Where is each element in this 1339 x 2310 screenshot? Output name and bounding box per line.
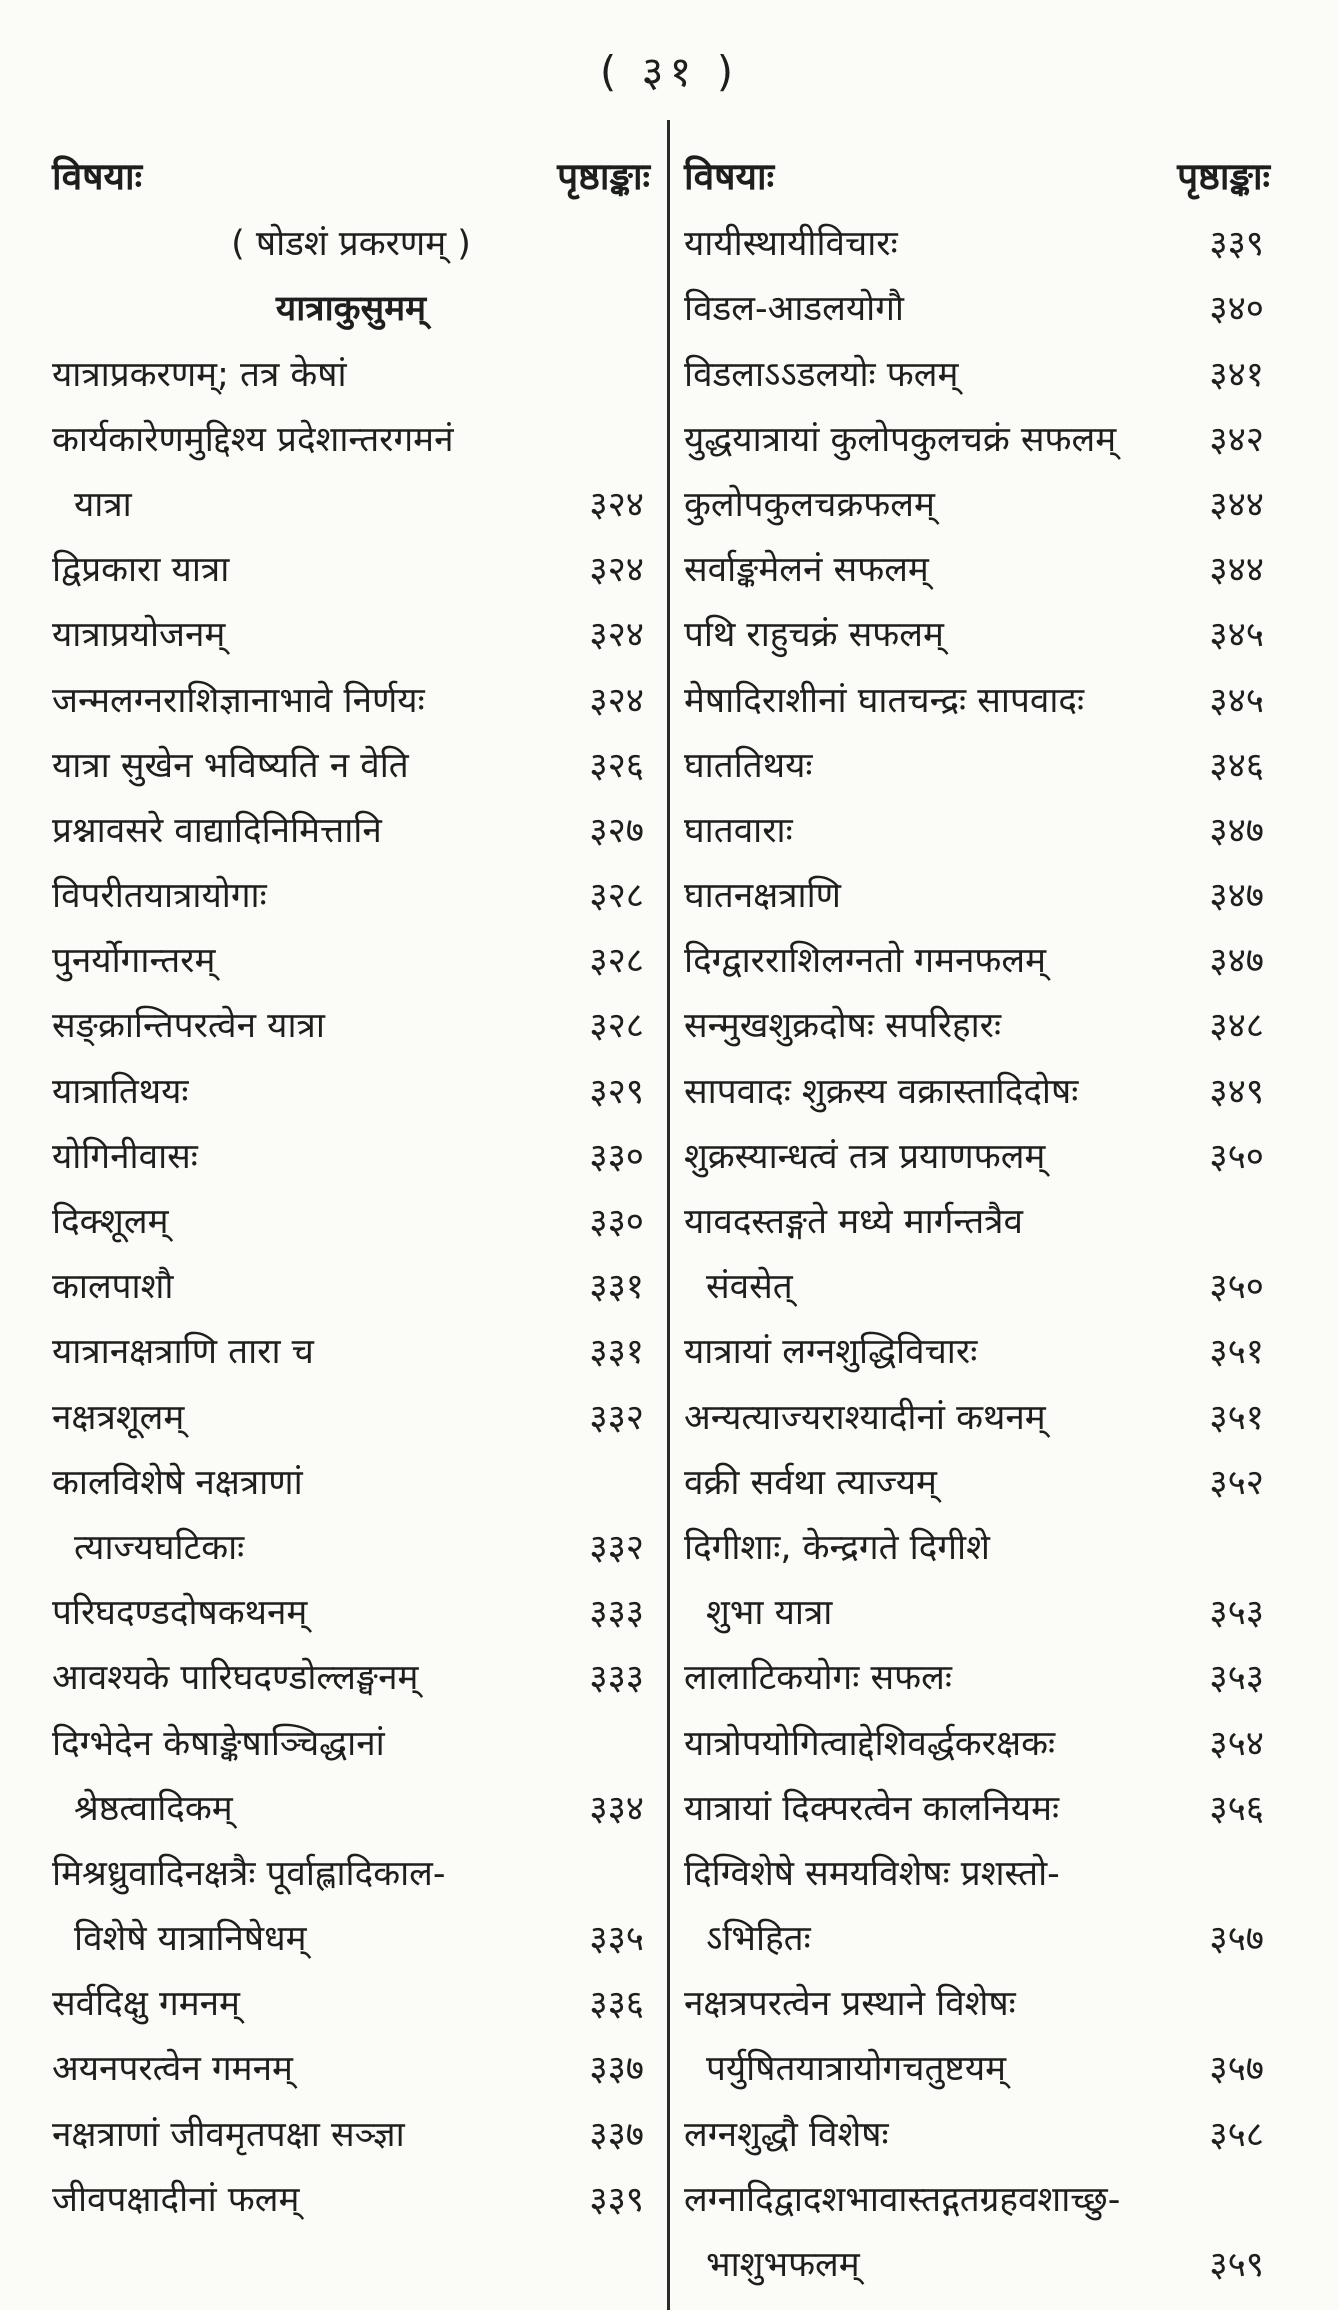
entry-title: पर्युषितयात्रायोगचतुष्टयम् [706, 2049, 1007, 2090]
toc-entry [684, 1373, 1270, 1438]
toc-entry [52, 1830, 650, 1895]
entry-title: कुलोपकुलचक्रफलम् [684, 484, 935, 525]
entry-title: यावदस्तङ्गते मध्ये मार्गन्तत्रैव [684, 1202, 1023, 1242]
toc-entry [684, 1504, 1270, 1569]
entry-title: घाततिथयः [684, 745, 813, 786]
entry-title: यात्रोपयोगित्वाद्देशिवर्द्धकरक्षकः [684, 1723, 1056, 1764]
entry-title: सङ्क्रान्तिपरत्वेन यात्रा [52, 1006, 325, 1047]
toc-entry [684, 917, 1270, 982]
subject-heading: विषयाः [684, 155, 775, 198]
entry-page-number: ३५४ [1209, 1723, 1264, 1764]
entry-page-number: ३५० [1209, 1136, 1264, 1177]
toc-entry [684, 265, 1270, 330]
entry-title: योगिनीवासः [52, 1136, 198, 1177]
entry-title: त्याज्यघटिकाः [74, 1527, 245, 1568]
entry-title: भाशुभफलम् [706, 2245, 860, 2285]
entry-title: ऽभिहितः [706, 1919, 811, 1960]
toc-entry [52, 1895, 650, 1960]
entry-page-number: ३५२ [1209, 1462, 1264, 1503]
entry-title: विशेषे यात्रानिषेधम् [74, 1919, 307, 1960]
entry-title: जीवपक्षादीनां फलम् [52, 2179, 300, 2220]
toc-entry [52, 526, 650, 591]
entry-page-number: ३४१ [1209, 354, 1264, 395]
entry-title: लालाटिकयोगः सफलः [684, 1658, 952, 1699]
entry-page-number: ३५१ [1209, 1332, 1264, 1373]
toc-entry [52, 1960, 650, 2025]
entry-page-number: ३२४ [589, 615, 644, 656]
entry-title: दिगीशाः, केन्द्रगते दिगीशे [684, 1527, 990, 1568]
toc-entry [684, 787, 1270, 852]
entry-title: यात्राकुसुमम् [275, 289, 427, 330]
toc-entry [52, 722, 650, 787]
entry-page-number: ३४६ [1209, 745, 1264, 786]
entry-page-number: ३३१ [589, 1332, 644, 1373]
entry-page-number: ३३५ [589, 1919, 644, 1960]
entry-page-number: ३५३ [1209, 1593, 1264, 1634]
entry-page-number: ३४९ [1209, 1071, 1264, 1112]
left-column-header [52, 128, 650, 200]
page-heading: पृष्ठाङ्काः [557, 155, 650, 198]
toc-entry [52, 1699, 650, 1764]
page-heading: पृष्ठाङ्काः [1177, 155, 1270, 198]
entry-page-number: ३३० [589, 1202, 644, 1242]
entry-title: सर्वदिक्षु गमनम् [52, 1984, 240, 2025]
toc-entry [684, 2221, 1270, 2286]
toc-entry [52, 2090, 650, 2155]
entry-title: नक्षत्रशूलम् [52, 1397, 185, 1438]
toc-entry [52, 200, 650, 265]
entry-page-number: ३५३ [1209, 1658, 1264, 1699]
entry-title: आवश्यके पारिघदण्डोल्लङ्घनम् [52, 1658, 419, 1699]
entry-page-number: ३५७ [1209, 2049, 1264, 2090]
entry-page-number: ३२८ [589, 1006, 644, 1047]
entry-page-number: ३५९ [1209, 2245, 1264, 2285]
entry-title: लग्नशुद्धौ विशेषः [684, 2114, 889, 2155]
toc-entry [52, 461, 650, 526]
toc-entry [684, 1308, 1270, 1373]
right-entries [684, 200, 1270, 2286]
entry-title: शुक्रस्यान्धत्वं तत्र प्रयाणफलम् [684, 1136, 1046, 1177]
toc-entry [52, 396, 650, 461]
entry-title: सापवादः शुक्रस्य वक्रास्तादिदोषः [684, 1071, 1079, 1112]
entry-page-number: ३५१ [1209, 1397, 1264, 1438]
entry-page-number: ३३२ [589, 1527, 644, 1568]
entry-title: यात्रातिथयः [52, 1071, 189, 1112]
entry-title: परिघदण्डदोषकथनम् [52, 1593, 308, 1634]
entry-page-number: ३४८ [1209, 1006, 1264, 1047]
entry-title: अन्यत्याज्यराश्यादीनां कथनम् [684, 1397, 1046, 1438]
entry-title: मिश्रध्रुवादिनक्षत्रैः पूर्वाह्लादिकाल- [52, 1853, 446, 1894]
toc-entry [684, 1765, 1270, 1830]
toc-entry [52, 656, 650, 721]
toc-entry [52, 787, 650, 852]
entry-page-number: ३२४ [589, 680, 644, 721]
toc-entry [684, 1960, 1270, 2025]
entry-page-number: ३४७ [1209, 941, 1264, 982]
entry-title: यात्राप्रकरणम्; तत्र केषां [52, 354, 347, 395]
entry-page-number: ३३३ [589, 1658, 644, 1699]
toc-entry [684, 396, 1270, 461]
entry-page-number: ३३४ [589, 1788, 644, 1829]
entry-page-number: ३३२ [589, 1397, 644, 1438]
entry-title: वक्री सर्वथा त्याज्यम् [684, 1462, 937, 1503]
entry-title: विडल-आडलयोगौ [684, 289, 904, 330]
entry-title: प्रश्नावसरे वाद्यादिनिमित्तानि [52, 810, 382, 851]
entry-page-number: ३२९ [589, 1071, 644, 1112]
entry-page-number: ३५० [1209, 1267, 1264, 1308]
entry-title: संवसेत् [706, 1267, 793, 1308]
entry-title: सन्मुखशुक्रदोषः सपरिहारः [684, 1006, 1002, 1047]
toc-entry [52, 1569, 650, 1634]
entry-page-number: ३३९ [589, 2179, 644, 2220]
entry-title: दिक्शूलम् [52, 1202, 169, 1242]
entry-title: कार्यकारेणमुद्दिश्य प्रदेशान्तरगमनं [52, 419, 454, 460]
entry-title: अयनपरत्वेन गमनम् [52, 2049, 293, 2090]
right-column-header [684, 128, 1270, 200]
entry-page-number: ३५६ [1209, 1788, 1264, 1829]
entry-title: विडलाऽऽडलयोः फलम् [684, 354, 959, 395]
left-column [52, 128, 650, 2221]
toc-entry [52, 265, 650, 330]
toc-entry [684, 1699, 1270, 1764]
toc-entry [684, 1047, 1270, 1112]
entry-title: लग्नादिद्वादशभावास्तद्गतग्रहवशाच्छु- [684, 2179, 1121, 2220]
entry-page-number: ३३७ [589, 2049, 644, 2090]
toc-entry [684, 461, 1270, 526]
entry-title: घातनक्षत्राणि [684, 876, 841, 917]
toc-entry [52, 917, 650, 982]
entry-title: यायीस्थायीविचारः [684, 224, 898, 265]
toc-entry [684, 1569, 1270, 1634]
toc-entry [52, 1308, 650, 1373]
entry-page-number: ३२४ [589, 550, 644, 591]
toc-entry [684, 1634, 1270, 1699]
entry-title: पुनर्योगान्तरम् [52, 941, 216, 982]
entry-title: शुभा यात्रा [706, 1593, 833, 1634]
entry-page-number: ३४४ [1209, 484, 1264, 525]
toc-entry [684, 982, 1270, 1047]
toc-entry [52, 2156, 650, 2221]
toc-entry [684, 330, 1270, 395]
entry-title: घातवाराः [684, 810, 793, 851]
toc-entry [684, 1830, 1270, 1895]
entry-page-number: ३४७ [1209, 810, 1264, 851]
entry-title: कालविशेषे नक्षत्राणां [52, 1462, 303, 1503]
entry-page-number: ३३७ [589, 2114, 644, 2155]
column-divider [667, 120, 670, 2310]
entry-title: मेषादिराशीनां घातचन्द्रः सापवादः [684, 680, 1085, 721]
entry-title: दिग्द्वारराशिलग्नतो गमनफलम् [684, 941, 1047, 982]
toc-entry [684, 2156, 1270, 2221]
toc-entry [684, 526, 1270, 591]
toc-entry [684, 852, 1270, 917]
entry-title: यात्रा सुखेन भविष्यति न वेति [52, 745, 409, 786]
toc-entry [684, 1243, 1270, 1308]
entry-page-number: ३५८ [1209, 2114, 1264, 2155]
toc-entry [684, 591, 1270, 656]
entry-title: सर्वाङ्कमेलनं सफलम् [684, 550, 929, 591]
entry-title: युद्धयात्रायां कुलोपकुलचक्रं सफलम् [684, 419, 1117, 460]
entry-title: विपरीतयात्रायोगाः [52, 876, 267, 917]
subject-heading: विषयाः [52, 155, 143, 198]
toc-entry [684, 656, 1270, 721]
toc-entry [52, 1113, 650, 1178]
toc-entry [684, 200, 1270, 265]
right-column [684, 128, 1270, 2286]
entry-page-number: ३४७ [1209, 876, 1264, 917]
entry-page-number: ३२८ [589, 941, 644, 982]
toc-entry [52, 1504, 650, 1569]
entry-title: कालपाशौ [52, 1267, 174, 1308]
entry-title: पथि राहुचक्रं सफलम् [684, 615, 944, 656]
entry-title: ( षोडशं प्रकरणम् ) [231, 224, 471, 265]
entry-page-number: ३३१ [589, 1267, 644, 1308]
entry-title: दिग्भेदेन केषाङ्केषाञ्चिद्धानां [52, 1723, 385, 1764]
toc-entry [684, 722, 1270, 787]
toc-entry [52, 982, 650, 1047]
toc-entry [684, 1895, 1270, 1960]
entry-title: यात्रायां दिक्परत्वेन कालनियमः [684, 1788, 1060, 1829]
entry-page-number: ३२६ [589, 745, 644, 786]
entry-title: यात्रानक्षत्राणि तारा च [52, 1332, 314, 1373]
entry-page-number: ३४० [1209, 289, 1264, 330]
toc-entry [52, 330, 650, 395]
entry-page-number: ३४२ [1209, 419, 1264, 460]
entry-page-number: ३२७ [589, 810, 644, 851]
entry-title: यात्रा [74, 484, 132, 525]
entry-page-number: ३२८ [589, 876, 644, 917]
toc-entry [684, 2090, 1270, 2155]
entry-page-number: ३५७ [1209, 1919, 1264, 1960]
entry-page-number: ३४४ [1209, 550, 1264, 591]
toc-entry [52, 1047, 650, 1112]
entry-title: दिग्विशेषे समयविशेषः प्रशस्तो- [684, 1853, 1060, 1894]
toc-entry [52, 1765, 650, 1830]
toc-entry [52, 591, 650, 656]
toc-entry [52, 1178, 650, 1243]
toc-entry [52, 1439, 650, 1504]
entry-title: द्विप्रकारा यात्रा [52, 550, 230, 591]
entry-page-number: ३३३ [589, 1593, 644, 1634]
toc-entry [52, 1373, 650, 1438]
page-number: ( ३१ ) [599, 47, 740, 96]
entry-title: यात्राप्रयोजनम् [52, 615, 226, 656]
entry-title: नक्षत्रपरत्वेन प्रस्थाने विशेषः [684, 1984, 1016, 2025]
entry-title: श्रेष्ठत्वादिकम् [74, 1788, 233, 1829]
entry-page-number: ३४५ [1209, 615, 1264, 656]
entry-page-number: ३३० [589, 1136, 644, 1177]
toc-entry [684, 1439, 1270, 1504]
entry-title: नक्षत्राणां जीवमृतपक्षा सञ्ज्ञा [52, 2114, 405, 2155]
toc-entry [52, 852, 650, 917]
entry-page-number: ३३९ [1209, 224, 1264, 265]
entry-page-number: ३२४ [589, 484, 644, 525]
toc-entry [684, 2025, 1270, 2090]
toc-entry [52, 1243, 650, 1308]
toc-entry [684, 1113, 1270, 1178]
left-entries [52, 200, 650, 2221]
entry-title: जन्मलग्नराशिज्ञानाभावे निर्णयः [52, 680, 425, 721]
entry-title: यात्रायां लग्नशुद्धिविचारः [684, 1332, 978, 1373]
toc-entry [52, 1634, 650, 1699]
entry-page-number: ३४५ [1209, 680, 1264, 721]
entry-page-number: ३३६ [589, 1984, 644, 2025]
toc-entry [52, 2025, 650, 2090]
toc-entry [684, 1178, 1270, 1243]
